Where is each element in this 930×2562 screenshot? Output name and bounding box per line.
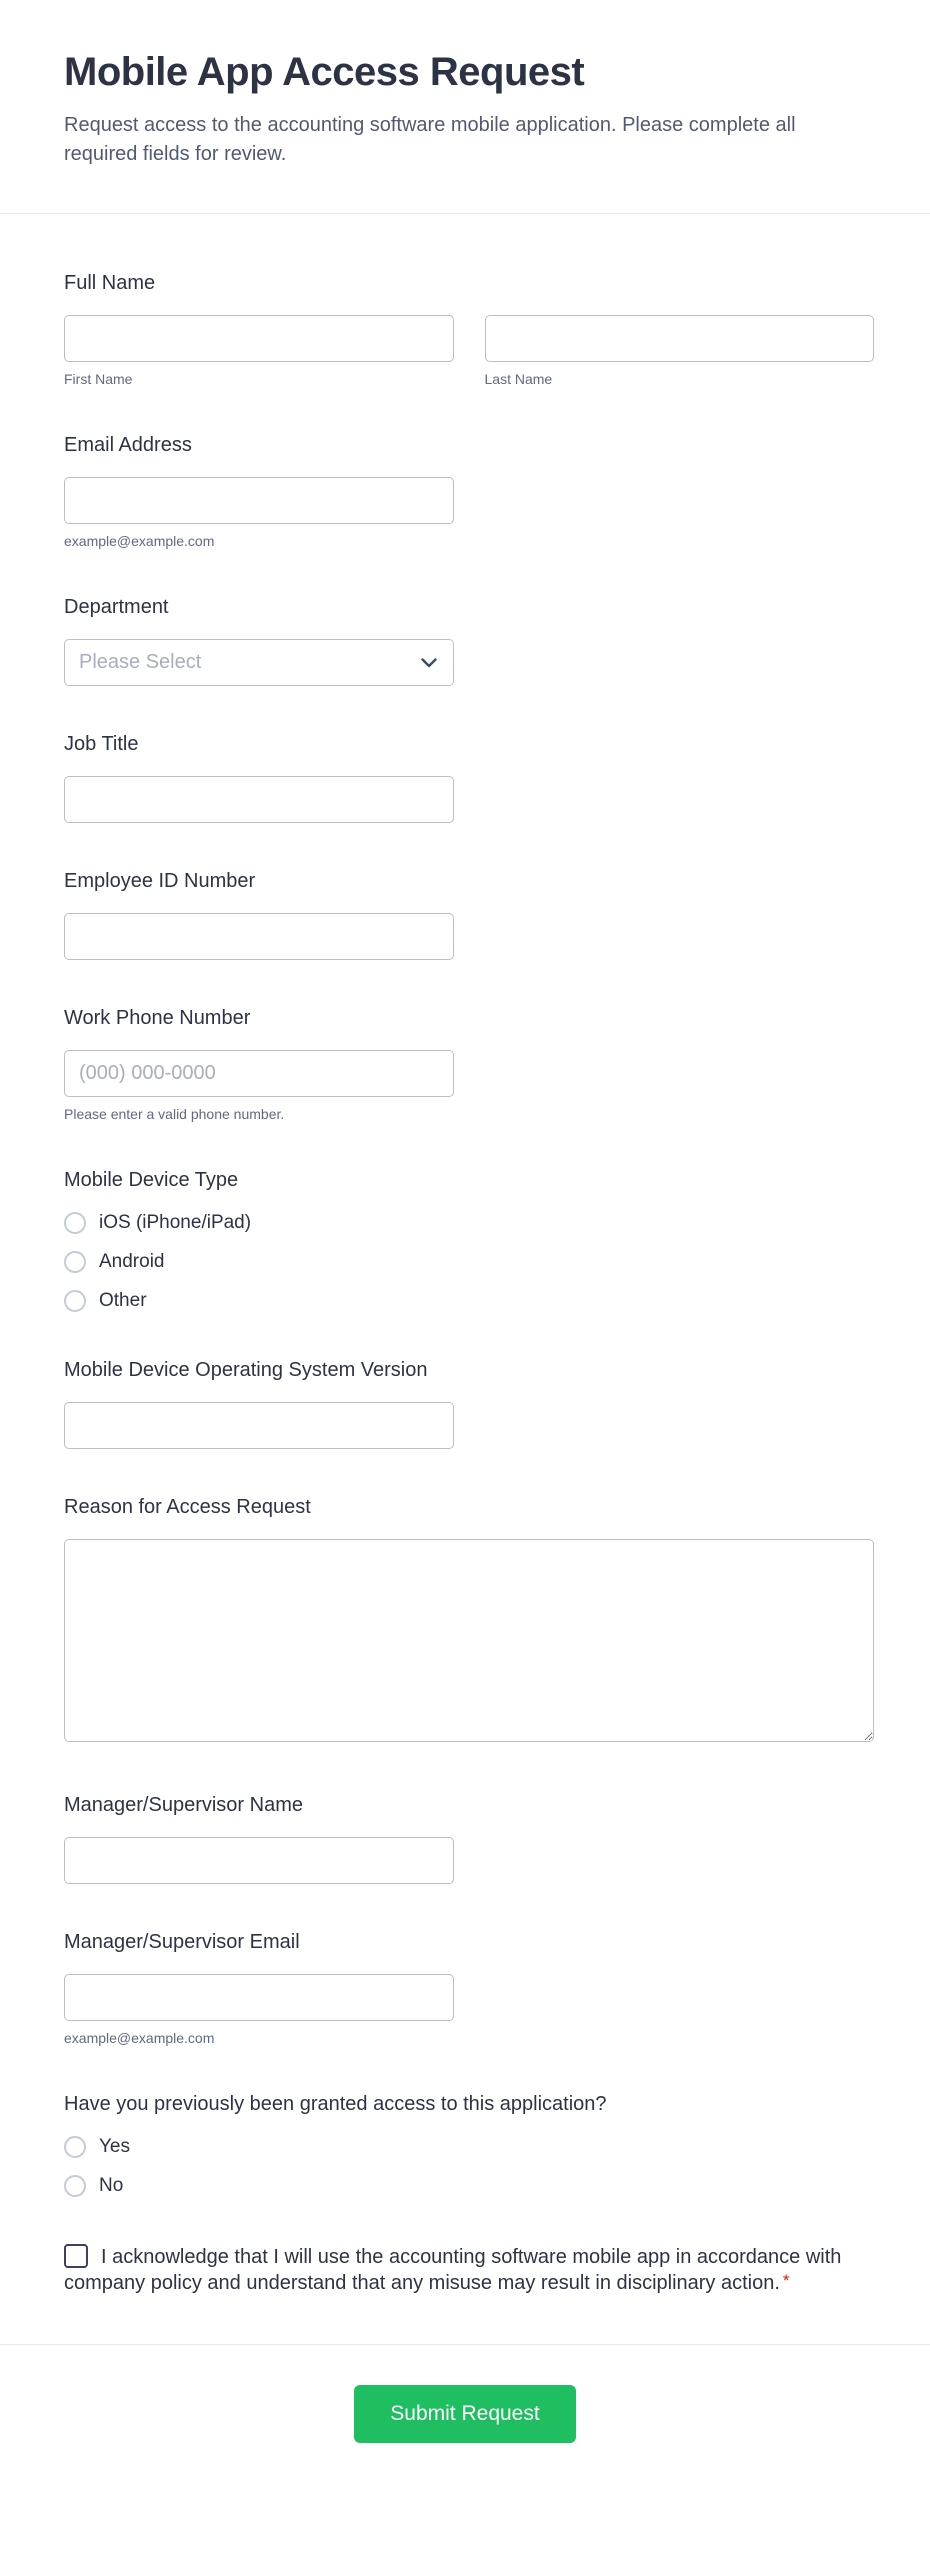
first-name-sublabel: First Name — [64, 371, 133, 387]
question-employee-id — [64, 870, 874, 960]
question-full-name — [64, 272, 874, 387]
reason-textarea[interactable] — [64, 1539, 874, 1742]
form-header — [0, 0, 930, 213]
question-job-title — [64, 733, 874, 823]
chevron-down-icon — [421, 658, 437, 668]
device-type-option-ios[interactable] — [64, 1212, 874, 1234]
manager-email-input[interactable] — [64, 1974, 454, 2021]
last-name-sublabel: Last Name — [484, 371, 553, 387]
first-name-input[interactable] — [64, 315, 454, 362]
department-select[interactable] — [64, 639, 454, 686]
question-manager-name — [64, 1794, 874, 1884]
department-placeholder: Please Select — [79, 651, 202, 673]
email-input[interactable] — [64, 477, 454, 524]
job-title-label: Job Title — [64, 733, 139, 755]
device-type-option-ios-label: iOS (iPhone/iPad) — [99, 1212, 252, 1233]
page-subtitle: Request access to the accounting software mobile application. Please complete all required fields for review. — [64, 114, 796, 165]
os-version-label: Mobile Device Operating System Version — [64, 1359, 428, 1381]
department-label: Department — [64, 596, 169, 618]
page-title: Mobile App Access Request — [64, 50, 585, 94]
manager-name-input[interactable] — [64, 1837, 454, 1884]
question-os-version — [64, 1359, 874, 1449]
radio-icon[interactable] — [64, 2136, 86, 2158]
required-asterisk: * — [782, 2271, 790, 2290]
acknowledgment-text: I acknowledge that I will use the accounting software mobile app in accordance with company policy and understand that any misuse may result in disciplinary action. — [64, 2246, 842, 2294]
question-reason — [64, 1496, 874, 1747]
question-acknowledgment — [64, 2244, 844, 2297]
email-hint: example@example.com — [64, 533, 215, 549]
full-name-label: Full Name — [64, 272, 156, 294]
previous-access-option-no-label: No — [99, 2175, 124, 2196]
previous-access-option-no[interactable] — [64, 2175, 874, 2197]
question-device-type — [64, 1169, 874, 1312]
question-email — [64, 434, 874, 549]
employee-id-label: Employee ID Number — [64, 870, 256, 892]
previous-access-label: Have you previously been granted access to this application? — [64, 2093, 607, 2115]
manager-email-hint: example@example.com — [64, 2030, 215, 2046]
radio-icon[interactable] — [64, 1212, 86, 1234]
question-work-phone — [64, 1007, 874, 1122]
device-type-label: Mobile Device Type — [64, 1169, 239, 1191]
radio-icon[interactable] — [64, 1290, 86, 1312]
device-type-option-other[interactable] — [64, 1290, 874, 1312]
question-previous-access — [64, 2093, 874, 2197]
previous-access-option-yes-label: Yes — [99, 2136, 130, 2157]
work-phone-hint: Please enter a valid phone number. — [64, 1106, 285, 1122]
previous-access-option-yes[interactable] — [64, 2136, 874, 2158]
device-type-option-android-label: Android — [99, 1251, 165, 1272]
employee-id-input[interactable] — [64, 913, 454, 960]
radio-icon[interactable] — [64, 1251, 86, 1273]
manager-email-label: Manager/Supervisor Email — [64, 1931, 300, 1953]
radio-icon[interactable] — [64, 2175, 86, 2197]
submit-section — [0, 2345, 930, 2492]
question-department — [64, 596, 874, 686]
email-label: Email Address — [64, 434, 192, 456]
reason-label: Reason for Access Request — [64, 1496, 311, 1518]
form-body — [0, 214, 930, 2297]
submit-button[interactable]: Submit Request — [354, 2385, 576, 2443]
last-name-input[interactable] — [485, 315, 875, 362]
work-phone-input[interactable] — [64, 1050, 454, 1097]
work-phone-label: Work Phone Number — [64, 1007, 251, 1029]
acknowledgment-checkbox[interactable] — [64, 2244, 88, 2268]
question-manager-email — [64, 1931, 874, 2046]
device-type-option-android[interactable] — [64, 1251, 874, 1273]
device-type-option-other-label: Other — [99, 1290, 147, 1311]
os-version-input[interactable] — [64, 1402, 454, 1449]
manager-name-label: Manager/Supervisor Name — [64, 1794, 303, 1816]
job-title-input[interactable] — [64, 776, 454, 823]
